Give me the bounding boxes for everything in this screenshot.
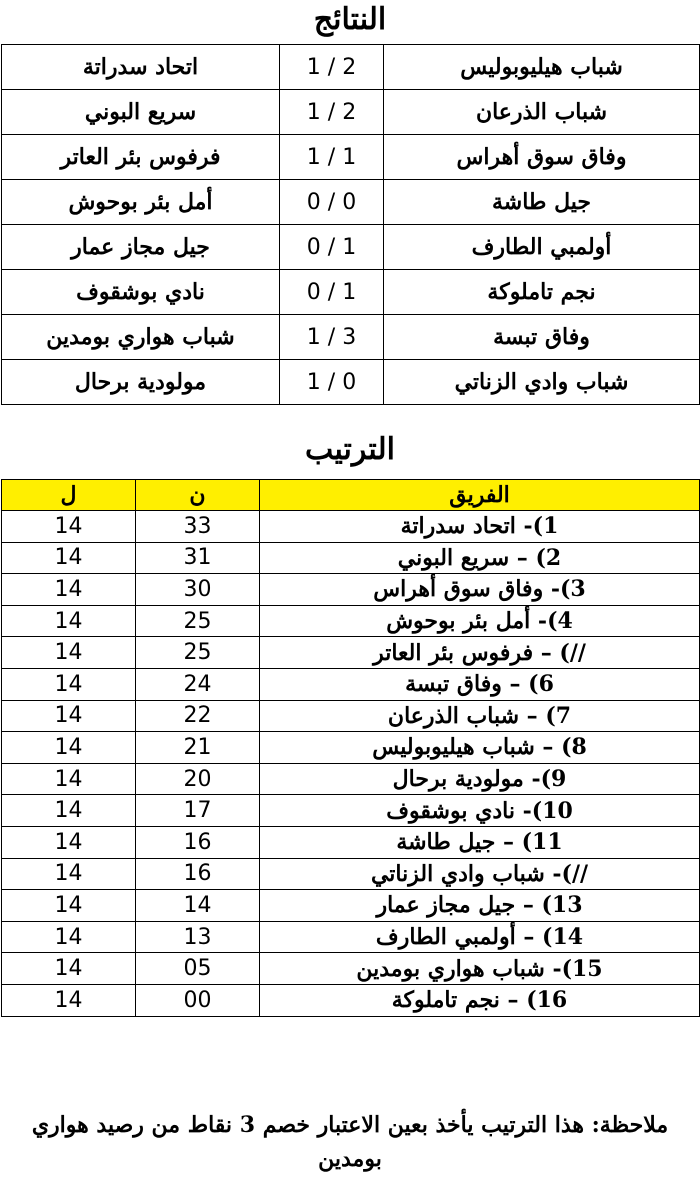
result-row bbox=[2, 90, 700, 135]
standings-team: //) – فرفوس بئر العاتر bbox=[260, 637, 700, 669]
standings-team: 3)- وفاق سوق أهراس bbox=[260, 574, 700, 606]
results-table bbox=[1, 44, 700, 405]
standings-points: 17 bbox=[136, 795, 260, 827]
standings-team: 13) – جيل مجاز عمار bbox=[260, 890, 700, 922]
standings-played: 14 bbox=[2, 511, 136, 543]
standings-played: 14 bbox=[2, 700, 136, 732]
standings-points: 00 bbox=[136, 984, 260, 1016]
result-home-team: شباب هيليوبوليس bbox=[384, 45, 700, 90]
standings-note: ملاحظة: هذا الترتيب يأخذ بعين الاعتبار خصم 3 نقاط من رصيد هواري بومدين bbox=[31, 1112, 669, 1172]
standings-row bbox=[2, 732, 700, 764]
standings-title: الترتيب bbox=[305, 432, 395, 467]
standings-played: 14 bbox=[2, 953, 136, 985]
result-home-team: نجم تاملوكة bbox=[384, 270, 700, 315]
standings-team: 9)- مولودية برحال bbox=[260, 763, 700, 795]
standings-points: 31 bbox=[136, 542, 260, 574]
standings-row bbox=[2, 542, 700, 574]
result-row bbox=[2, 225, 700, 270]
standings-points: 24 bbox=[136, 668, 260, 700]
standings-played: 14 bbox=[2, 732, 136, 764]
standings-points: 33 bbox=[136, 511, 260, 543]
result-away-team: شباب هواري بومدين bbox=[2, 315, 280, 360]
header-team: الفريق bbox=[260, 480, 700, 511]
standings-row bbox=[2, 890, 700, 922]
standings-points: 13 bbox=[136, 921, 260, 953]
result-score: 0 / 1 bbox=[280, 270, 384, 315]
result-home-team: وفاق تبسة bbox=[384, 315, 700, 360]
result-score: 1 / 0 bbox=[280, 360, 384, 405]
result-row bbox=[2, 135, 700, 180]
standings-team: 2) – سريع البوني bbox=[260, 542, 700, 574]
result-score: 1 / 1 bbox=[280, 135, 384, 180]
standings-row bbox=[2, 953, 700, 985]
results-title: النتائج bbox=[313, 2, 387, 37]
result-row bbox=[2, 270, 700, 315]
standings-team: 7) – شباب الذرعان bbox=[260, 700, 700, 732]
result-away-team: جيل مجاز عمار bbox=[2, 225, 280, 270]
standings-row bbox=[2, 511, 700, 543]
standings-team: 10)- نادي بوشقوف bbox=[260, 795, 700, 827]
result-home-team: أولمبي الطارف bbox=[384, 225, 700, 270]
standings-points: 20 bbox=[136, 763, 260, 795]
standings-played: 14 bbox=[2, 668, 136, 700]
standings-points: 21 bbox=[136, 732, 260, 764]
standings-row bbox=[2, 574, 700, 606]
standings-row bbox=[2, 826, 700, 858]
result-away-team: فرفوس بئر العاتر bbox=[2, 135, 280, 180]
standings-points: 25 bbox=[136, 605, 260, 637]
standings-team: 8) – شباب هيليوبوليس bbox=[260, 732, 700, 764]
result-away-team: مولودية برحال bbox=[2, 360, 280, 405]
result-away-team: سريع البوني bbox=[2, 90, 280, 135]
result-home-team: شباب الذرعان bbox=[384, 90, 700, 135]
result-row bbox=[2, 315, 700, 360]
result-home-team: وفاق سوق أهراس bbox=[384, 135, 700, 180]
result-score: 1 / 2 bbox=[280, 45, 384, 90]
result-row bbox=[2, 360, 700, 405]
standings-played: 14 bbox=[2, 763, 136, 795]
standings-points: 25 bbox=[136, 637, 260, 669]
result-away-team: اتحاد سدراتة bbox=[2, 45, 280, 90]
standings-played: 14 bbox=[2, 542, 136, 574]
standings-points: 30 bbox=[136, 574, 260, 606]
standings-points: 05 bbox=[136, 953, 260, 985]
standings-row bbox=[2, 605, 700, 637]
standings-row bbox=[2, 763, 700, 795]
result-row bbox=[2, 45, 700, 90]
result-home-team: جيل طاشة bbox=[384, 180, 700, 225]
standings-team: 6) – وفاق تبسة bbox=[260, 668, 700, 700]
result-away-team: نادي بوشقوف bbox=[2, 270, 280, 315]
standings-team: 1)- اتحاد سدراتة bbox=[260, 511, 700, 543]
standings-team: 16) – نجم تاملوكة bbox=[260, 984, 700, 1016]
standings-table bbox=[1, 479, 700, 1017]
standings-points: 16 bbox=[136, 858, 260, 890]
result-score: 0 / 0 bbox=[280, 180, 384, 225]
standings-row bbox=[2, 668, 700, 700]
result-away-team: أمل بئر بوحوش bbox=[2, 180, 280, 225]
standings-team: 14) – أولمبي الطارف bbox=[260, 921, 700, 953]
result-score: 1 / 2 bbox=[280, 90, 384, 135]
standings-row bbox=[2, 984, 700, 1016]
result-home-team: شباب وادي الزناتي bbox=[384, 360, 700, 405]
standings-points: 14 bbox=[136, 890, 260, 922]
standings-points: 22 bbox=[136, 700, 260, 732]
standings-played: 14 bbox=[2, 984, 136, 1016]
standings-header-row bbox=[2, 480, 700, 511]
header-points: ن bbox=[136, 480, 260, 511]
standings-row bbox=[2, 858, 700, 890]
standings-played: 14 bbox=[2, 795, 136, 827]
standings-team: 4)- أمل بئر بوحوش bbox=[260, 605, 700, 637]
standings-played: 14 bbox=[2, 574, 136, 606]
standings-played: 14 bbox=[2, 858, 136, 890]
standings-played: 14 bbox=[2, 826, 136, 858]
standings-points: 16 bbox=[136, 826, 260, 858]
standings-row bbox=[2, 700, 700, 732]
standings-played: 14 bbox=[2, 921, 136, 953]
standings-played: 14 bbox=[2, 605, 136, 637]
result-score: 0 / 1 bbox=[280, 225, 384, 270]
header-played: ل bbox=[2, 480, 136, 511]
result-row bbox=[2, 180, 700, 225]
standings-played: 14 bbox=[2, 637, 136, 669]
result-score: 1 / 3 bbox=[280, 315, 384, 360]
standings-row bbox=[2, 637, 700, 669]
standings-row bbox=[2, 795, 700, 827]
standings-team: 11) – جيل طاشة bbox=[260, 826, 700, 858]
standings-team: 15)- شباب هواري بومدين bbox=[260, 953, 700, 985]
standings-team: //)- شباب وادي الزناتي bbox=[260, 858, 700, 890]
standings-played: 14 bbox=[2, 890, 136, 922]
standings-row bbox=[2, 921, 700, 953]
